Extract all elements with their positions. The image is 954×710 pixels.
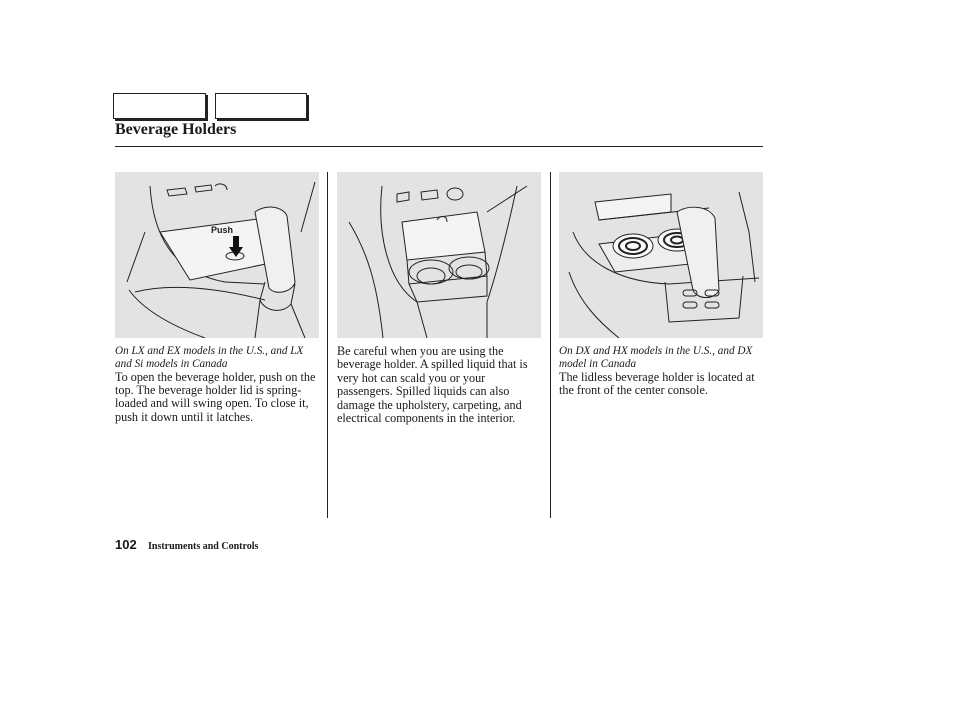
caption-lx-ex: On LX and EX models in the U.S., and LX and Si models in Canada — [115, 345, 304, 370]
page-number: 102 — [115, 537, 137, 552]
section-name: Instruments and Controls — [148, 541, 259, 552]
column-caution — [337, 345, 542, 425]
illustration-closed-holder — [115, 172, 319, 338]
illustration-lidless-holder — [559, 172, 763, 338]
body-text-dx-hx: The lidless beverage holder is located at the front of the center console. — [559, 369, 755, 397]
caption-dx-hx: On DX and HX models in the U.S., and DX model in Canada — [559, 345, 753, 370]
index-tab-2 — [215, 93, 307, 119]
index-tab-1 — [113, 93, 206, 119]
column-divider-2 — [550, 172, 551, 518]
push-arrow-icon — [229, 236, 243, 258]
body-text-caution: Be careful when you are using the beverage holder. A spilled liquid that is very hot can scald you or your passengers. Spilled liquids can also damage the upholstery, carpeting, and electrical components in the interior. — [337, 344, 528, 426]
title-rule — [115, 146, 763, 147]
push-label: Push — [211, 225, 234, 235]
body-text-lx-ex: To open the beverage holder, push on the top. The beverage holder lid is spring-loaded and will swing open. To close it, push it down until it latches. — [115, 369, 316, 424]
column-lx-ex — [115, 345, 320, 424]
page-title: Beverage Holders — [115, 121, 237, 138]
illustration-open-holder — [337, 172, 541, 338]
column-dx-hx — [559, 345, 764, 397]
column-divider-1 — [327, 172, 328, 518]
